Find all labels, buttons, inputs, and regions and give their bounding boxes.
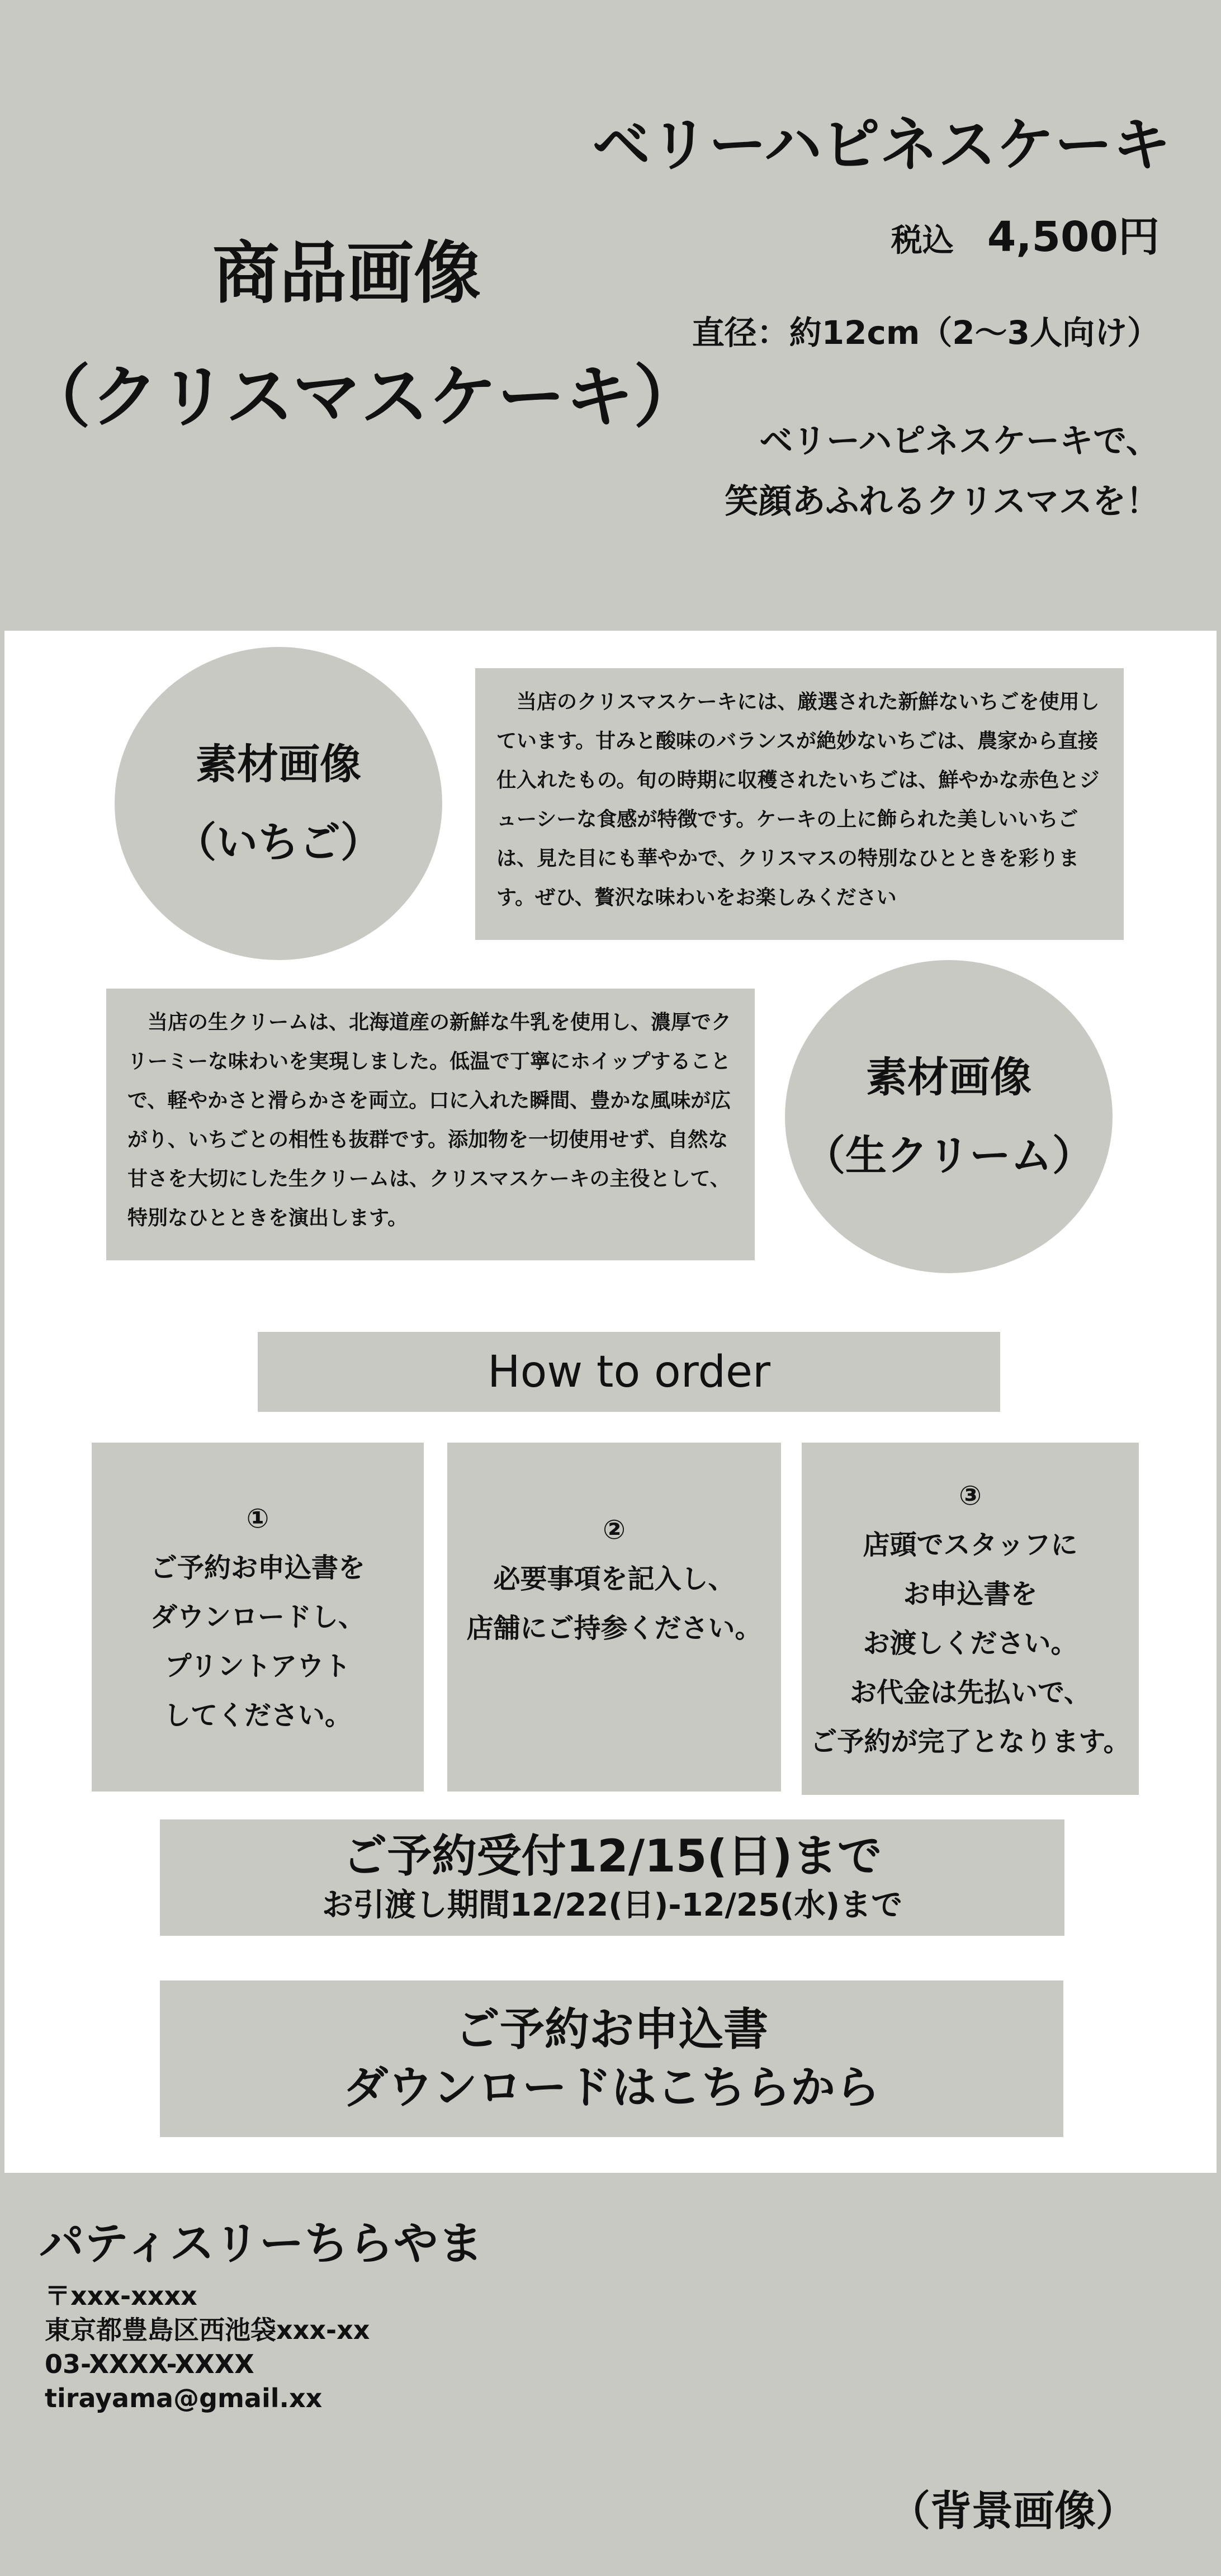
- postal-code: 〒xxx-xxxx: [45, 2281, 197, 2311]
- street-address: 東京都豊島区西池袋xxx-xx: [45, 2315, 370, 2345]
- cream-image-placeholder: [785, 960, 1113, 1273]
- order-step-3: [802, 1443, 1139, 1795]
- hero-image-label-line2: （クリスマスケーキ）: [22, 357, 702, 437]
- download-button-line1: ご予約お申込書: [455, 2003, 768, 2055]
- strawberry-description: 当店のクリスマスケーキには、厳選された新鮮ないちごを使用しています。甘みと酸味のバランスが絶妙ないちごは、農家から直接仕入れたもの。旬の時期に収穫されたいちごは、鮮やかな赤色とジューシーな食感が特徴です。ケーキの上に飾られた美しいいちごは、見た目にも華やかで、クリスマスの特別なひとときを彩ります。ぜひ、贅沢な味わいをお楽しみください: [475, 668, 1124, 940]
- step-text-line: 店舗にご持参ください。: [466, 1613, 762, 1644]
- step-text-line: ダウンロードし、: [150, 1601, 365, 1633]
- email-address: tirayama@gmail.xx: [45, 2383, 323, 2413]
- step-text-line: 必要事項を記入し、: [493, 1563, 735, 1595]
- step-text-line: してください。: [163, 1700, 352, 1731]
- step-text-line: 店頭でスタッフに: [863, 1529, 1078, 1561]
- product-price: [891, 204, 1160, 263]
- cream-image-label-line1: 素材画像: [866, 1053, 1031, 1102]
- step-text-line: ご予約が完了となります。: [810, 1726, 1130, 1757]
- step-text-line: お申込書を: [903, 1578, 1038, 1610]
- order-step-2: [447, 1443, 781, 1792]
- download-form-button[interactable]: [160, 1981, 1063, 2137]
- reservation-deadline: ご予約受付12/15(日)まで: [342, 1830, 882, 1882]
- order-step-1: [92, 1443, 424, 1792]
- price-label: 税込: [891, 223, 954, 259]
- price-value: 4,500円: [987, 213, 1160, 261]
- product-size: 直径：約12cm（2～3人向け）: [692, 314, 1160, 352]
- hero-product-image-placeholder: [22, 212, 702, 459]
- step-text-line: ご予約お申込書を: [150, 1552, 365, 1584]
- hero-image-label-line1: 商品画像: [212, 235, 481, 313]
- product-name: ベリーハピネスケーキ: [592, 111, 1171, 179]
- step-number: ②: [603, 1514, 626, 1545]
- catchcopy-line1: ベリーハピネスケーキで、: [759, 422, 1160, 461]
- download-button-line2: ダウンロードはこちらから: [343, 2062, 880, 2114]
- reservation-deadline-box: [160, 1819, 1064, 1936]
- shop-contact-info: [45, 2279, 370, 2416]
- strawberry-image-placeholder: [115, 647, 442, 960]
- how-to-order-heading: How to order: [258, 1332, 1000, 1412]
- strawberry-image-label-line1: 素材画像: [196, 740, 361, 788]
- catchcopy-line2: 笑顔あふれるクリスマスを！: [725, 482, 1160, 521]
- shop-name: パティスリーちらやま: [39, 2218, 483, 2270]
- step-text-line: お渡しください。: [863, 1628, 1078, 1659]
- pickup-period: お引渡し期間12/22(日)-12/25(水)まで: [321, 1887, 903, 1923]
- cream-image-label-line2: （生クリーム）: [804, 1132, 1094, 1180]
- strawberry-image-label-line2: （いちご）: [175, 819, 382, 867]
- step-text-line: プリントアウト: [164, 1651, 351, 1682]
- step-number: ①: [246, 1503, 269, 1534]
- product-catchcopy: [725, 411, 1160, 532]
- step-number: ③: [959, 1480, 982, 1511]
- background-image-placeholder-label: （背景画像）: [889, 2487, 1137, 2535]
- cream-description: 当店の生クリームは、北海道産の新鮮な牛乳を使用し、濃厚でクリーミーな味わいを実現しました。低温で丁寧にホイップすることで、軽やかさと滑らかさを両立。口に入れた瞬間、豊かな風味が広がり、いちごとの相性も抜群です。添加物を一切使用せず、自然な甘さを大切にした生クリームは、クリスマスケーキの主役として、特別なひとときを演出します。: [106, 989, 755, 1260]
- step-text-line: お代金は先払いで、: [849, 1677, 1091, 1708]
- phone-number: 03-XXXX-XXXX: [45, 2349, 254, 2379]
